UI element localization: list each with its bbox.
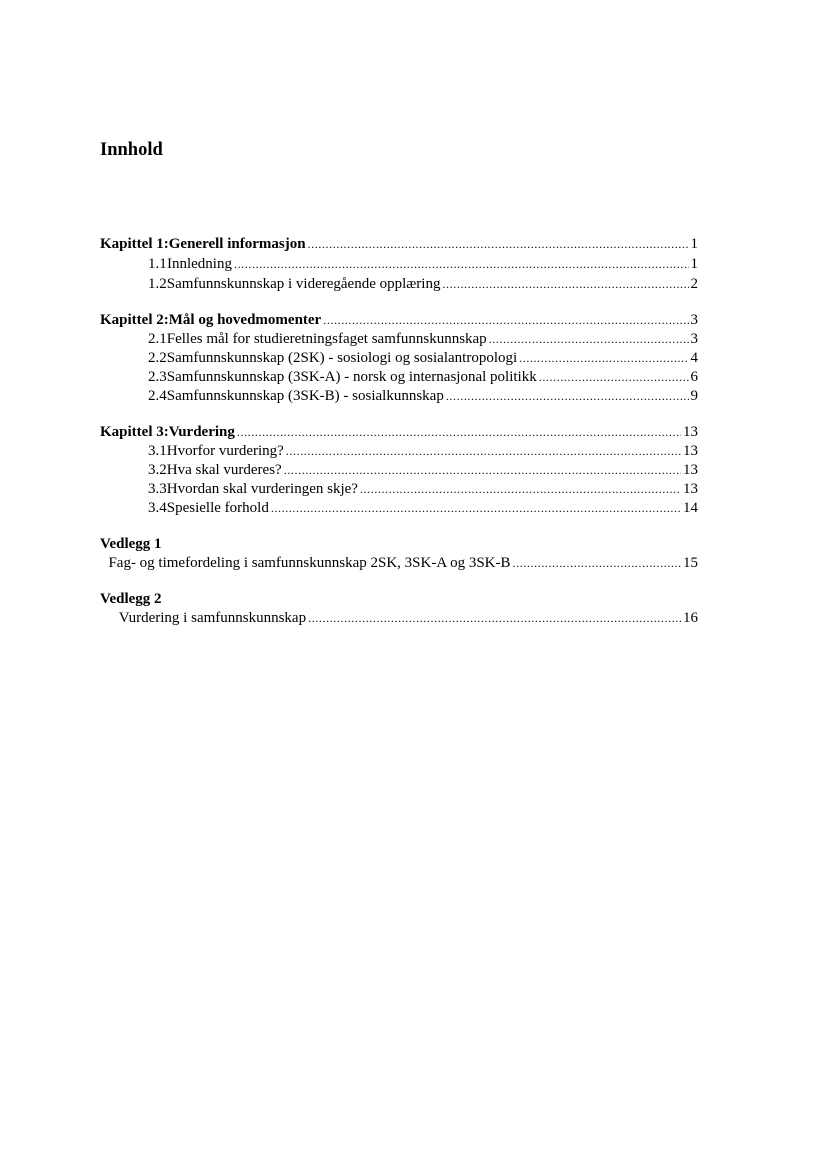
toc-section-row[interactable] (100, 348, 698, 368)
dot-leader (234, 254, 689, 274)
chapter-label: Kapittel 2: (100, 312, 169, 328)
dot-leader (360, 479, 681, 499)
page-number: 16 (683, 610, 698, 626)
section-title: Hvordan skal vurderingen skje? (166, 481, 358, 497)
section-title: Samfunnskunnskap (3SK-A) - norsk og internasjonal politikk (166, 369, 537, 385)
dot-leader (442, 274, 688, 294)
toc-appendix-row[interactable] (100, 608, 698, 628)
appendix-title: Vurdering i samfunnskunnskap (118, 610, 307, 626)
dot-leader (539, 367, 689, 387)
dot-leader (446, 386, 689, 406)
dot-leader (489, 329, 689, 349)
toc-section-row[interactable] (100, 460, 698, 480)
section-title: Samfunnskunnskap (3SK-B) - sosialkunnskap (166, 388, 444, 404)
page-number: 15 (683, 555, 698, 571)
page-number: 3 (690, 312, 698, 328)
page-number: 6 (690, 369, 698, 385)
dot-leader (323, 310, 688, 330)
section-title: Samfunnskunnskap (2SK) - sosiologi og sosialantropologi (166, 350, 518, 366)
section-number: 1.1 (148, 256, 167, 272)
chapter-title: Mål og hovedmomenter (168, 312, 322, 328)
section-number: 3.1 (148, 443, 167, 459)
toc-chapter-row[interactable] (100, 310, 698, 330)
toc-section-row[interactable] (100, 329, 698, 349)
section-title: Spesielle forhold (166, 500, 269, 516)
dot-leader (284, 460, 681, 480)
chapter-title: Vurdering (168, 424, 235, 440)
toc-section-row[interactable] (100, 254, 698, 274)
appendix-title: Fag- og timefordeling i samfunnskunnskap 2SK, 3SK-A og 3SK-B (108, 555, 511, 571)
dot-leader (308, 608, 681, 628)
section-number: 2.2 (148, 350, 167, 366)
page-number: 13 (683, 481, 698, 497)
page-number: 13 (683, 424, 698, 440)
page-number: 13 (683, 443, 698, 459)
toc-appendix-row[interactable] (100, 553, 698, 573)
toc-heading: Innhold (100, 140, 163, 160)
page-number: 3 (690, 331, 698, 347)
section-title: Innledning (166, 256, 232, 272)
section-title: Felles mål for studieretningsfaget samfunnskunnskap (166, 331, 487, 347)
dot-leader (286, 441, 681, 461)
toc-section-row[interactable] (100, 441, 698, 461)
section-number: 3.3 (148, 481, 167, 497)
dot-leader (308, 234, 689, 254)
toc-section-row[interactable] (100, 386, 698, 406)
section-title: Hvorfor vurdering? (166, 443, 284, 459)
chapter-label: Kapittel 3: (100, 424, 169, 440)
page-number: 9 (690, 388, 698, 404)
section-number: 2.3 (148, 369, 167, 385)
toc-chapter-row[interactable] (100, 234, 698, 254)
dot-leader (271, 498, 681, 518)
toc-chapter-row[interactable] (100, 422, 698, 442)
section-number: 3.4 (148, 500, 167, 516)
page-number: 4 (690, 350, 698, 366)
chapter-title: Generell informasjon (168, 236, 306, 252)
section-number: 2.1 (148, 331, 167, 347)
toc-section-row[interactable] (100, 274, 698, 294)
section-number: 3.2 (148, 462, 167, 478)
page-number: 13 (683, 462, 698, 478)
section-number: 2.4 (148, 388, 167, 404)
page-number: 1 (690, 256, 698, 272)
toc-section-row[interactable] (100, 498, 698, 518)
page-number: 2 (690, 276, 698, 292)
dot-leader (513, 553, 681, 573)
appendix-label: Vedlegg 2 (100, 591, 162, 607)
page-number: 14 (683, 500, 698, 516)
appendix-label: Vedlegg 1 (100, 536, 162, 552)
dot-leader (237, 422, 681, 442)
chapter-label: Kapittel 1: (100, 236, 169, 252)
toc-section-row[interactable] (100, 479, 698, 499)
dot-leader (519, 348, 688, 368)
section-title: Hva skal vurderes? (166, 462, 282, 478)
page-number: 1 (690, 236, 698, 252)
toc-section-row[interactable] (100, 367, 698, 387)
section-number: 1.2 (148, 276, 167, 292)
section-title: Samfunnskunnskap i videregående opplæring (166, 276, 441, 292)
